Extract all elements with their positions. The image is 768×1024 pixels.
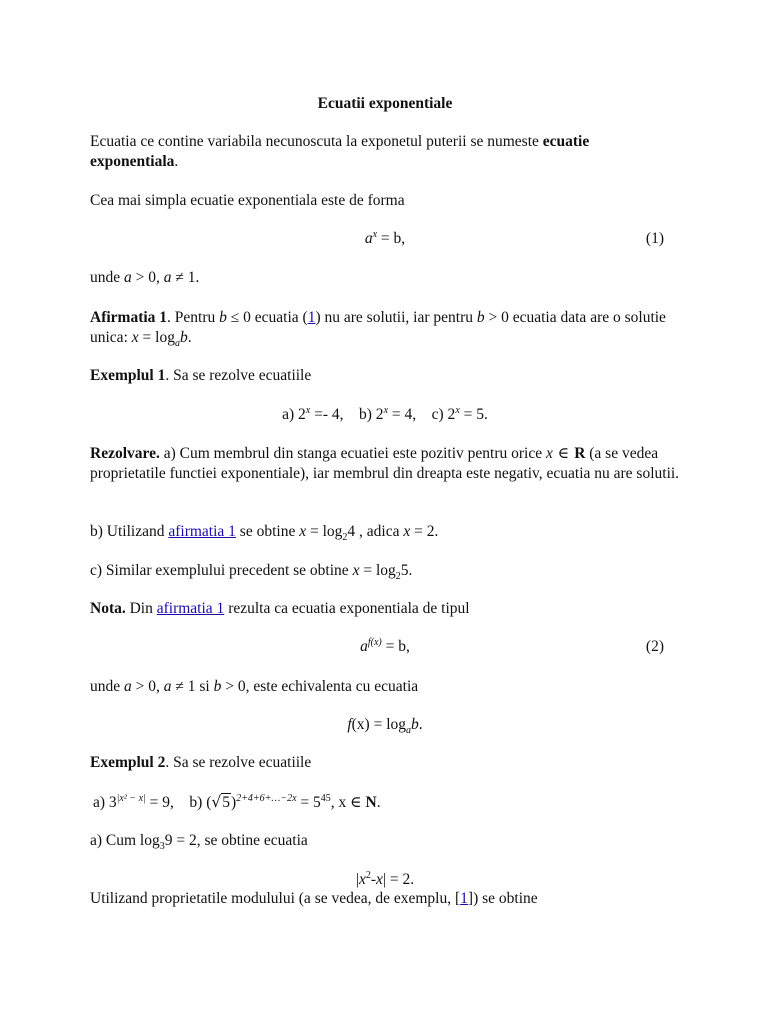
ex1-c-exp: x [455,404,460,416]
ex1-b-rhs: = 4, [388,406,417,423]
ex1-c: c) 2 [431,406,456,423]
nota-t2: rezulta ca ecuatia exponentiala de tipul [224,600,470,617]
exemplul-2-equations [93,792,683,813]
cond2-pre: unde [90,678,125,695]
intro-bold-term: ecuatie exponentiala [90,133,590,170]
rez-in: ∈ [552,444,575,462]
ra-t2: 9 = 2, se obtine ecuatia [164,832,308,849]
exemplul-1-heading [90,366,680,386]
afirmatia-1-link[interactable]: afirmatia 1 [168,523,236,540]
intro-end: . [174,153,179,170]
sqrt-symbol: √ [211,793,222,811]
nota-t1: Din [125,600,157,617]
af1-t6: . [187,329,192,346]
rc-t3: 5. [400,562,413,579]
rc-t2: = log [359,562,396,579]
eq4-x2: x [376,871,383,888]
cond1-c1: > 0, [131,269,164,286]
afirmatia-1-link-2[interactable]: afirmatia 1 [156,600,225,617]
ra-t1: a) Cum log [90,832,160,849]
rez-x: x [545,445,553,462]
eq3-b: b [411,716,419,733]
af1-sub: a [174,338,180,350]
last-t1: Utilizand proprietatile modulului (a se vedea, de exemplu, [ [90,890,461,907]
rb-t5: = 2. [410,523,439,540]
rezolvare-b [90,522,680,542]
cond2-c3: > 0, este echivalenta cu ecuatia [221,678,419,695]
cond1-a1: a [124,269,132,286]
equation-2 [90,637,680,657]
ex2-a-exp: |x² − x| [116,792,146,804]
eq3-sub: a [406,725,412,737]
cond2-b: b [213,678,222,695]
eq2-rhs: = b, [381,638,410,655]
rezolvare-2a [90,831,680,851]
rez-t2: (a se vedea proprietatile functiei exponentiale), iar membrul din dreapta este negativ, ecuatia nu are solutii. [90,445,680,482]
cond1-a2: a [163,269,172,286]
rb-t2: se obtine [235,523,300,540]
af1-x: x [131,329,139,346]
equation-4 [90,870,680,890]
ex2-a: a) 3 [93,794,117,811]
rez-R: R [574,445,586,462]
exemplul-2-label: Exemplul 2 [90,754,166,771]
last-t2: ]) se obtine [467,890,538,907]
af1-t1: . Pentru [167,309,220,326]
eq4-exp: 2 [365,869,371,881]
rb-x2: x [403,523,411,540]
equation-1-link[interactable]: 1 [307,309,316,326]
ex2-b-sqrt: 5 [222,794,231,811]
nota-label: Nota. [90,600,126,617]
exemplul-1-label: Exemplul 1 [90,367,166,384]
equation-1-number: (1) [645,230,664,247]
intro-text: Ecuatia ce contine variabila necunoscuta la exponetul puterii se numeste [90,133,543,150]
eq3-mid: = log [369,716,407,733]
cond1-pre: unde [90,269,125,286]
eq1-rhs: = b, [377,230,406,247]
eq4-open: | [355,871,359,888]
ex1-b-exp: x [383,404,389,416]
af1-t5: = log [138,329,175,346]
ex2-text: . Sa se rezolve ecuatiile [165,754,312,771]
ex2-b-exp: 2+4+6+…−2x [236,792,297,804]
rb-x: x [299,523,307,540]
eq4-x: x [358,871,366,888]
nota-paragraph [90,599,680,619]
ra-sub: 3 [159,841,165,853]
af1-t4: > 0 ecuatia data are o solutie unica: [90,309,666,346]
last-paragraph [90,889,680,909]
condition-2 [90,677,680,697]
ex2-b: b) ( [189,794,212,811]
cond2-a2: a [163,678,172,695]
eq2-base: a [360,638,368,655]
ex1-c-rhs: = 5. [459,406,488,423]
equation-3 [90,715,680,735]
rb-sub: 2 [342,532,348,544]
cond2-c2: ≠ 1 si [171,678,214,695]
ex2-b-close: ) [231,794,237,811]
eq3-f: f [347,716,352,733]
page-title: Ecuatii exponentiale [317,95,453,112]
cond1-c2: ≠ 1. [171,269,200,286]
afirmatia-1-label: Afirmatia 1 [90,309,168,326]
eq4-mid: - [370,871,377,888]
condition-1 [90,268,680,288]
ex1-text: . Sa se rezolve ecuatiile [165,367,312,384]
reference-1-link[interactable]: 1 [460,890,468,907]
ex1-a: a) 2 [282,406,306,423]
equation-1 [90,229,680,249]
rezolvare-label: Rezolvare. [90,445,160,462]
cond2-a1: a [124,678,132,695]
rb-t1: b) Utilizand [90,523,169,540]
ex1-a-exp: x [305,404,311,416]
exemplul-2-heading [90,753,680,773]
eq3-end: . [418,716,423,733]
rc-sub: 2 [395,571,401,583]
eq1-base: a [364,230,373,247]
ex2-b-N: N [365,794,377,811]
rez-t1: a) Cum membrul din stanga ecuatiei este pozitiv pentru orice [159,445,546,462]
eq1-exponent: x [372,228,378,240]
af1-b3: b [179,329,188,346]
rb-t4: 4 , adica [347,523,404,540]
equation-2-number: (2) [645,638,664,655]
ex1-a-rhs: =- 4, [310,406,344,423]
rc-x: x [352,562,360,579]
exemplul-1-equations [90,405,680,425]
rb-t3: = log [306,523,343,540]
ex1-b: b) 2 [359,406,384,423]
simplest-paragraph: Cea mai simpla ecuatie exponentiala este de forma [90,192,405,209]
ex2-b-dot: . [376,794,381,811]
af1-b2: b [476,309,485,326]
afirmatia-1-paragraph [90,308,680,348]
af1-t3: ) nu are solutii, iar pentru [315,309,477,326]
ex2-b-rhs: = 5 [296,794,321,811]
ex2-a-rhs: = 9, [145,794,174,811]
af1-t2: ≤ 0 ecuatia ( [226,309,308,326]
eq3-x: (x) [351,716,370,733]
ex2-b-rhs-exp: 45 [320,792,331,804]
rc-t1: c) Similar exemplului precedent se obtine [90,562,353,579]
intro-paragraph [90,132,680,172]
eq2-exp: f(x) [367,636,382,648]
rezolvare-c [90,561,680,581]
af1-b1: b [219,309,227,326]
ex2-b-end: , x ∈ [330,794,366,811]
cond2-c1: > 0, [131,678,164,695]
rezolvare-paragraph [90,443,680,484]
eq4-close: | = 2. [382,871,415,888]
